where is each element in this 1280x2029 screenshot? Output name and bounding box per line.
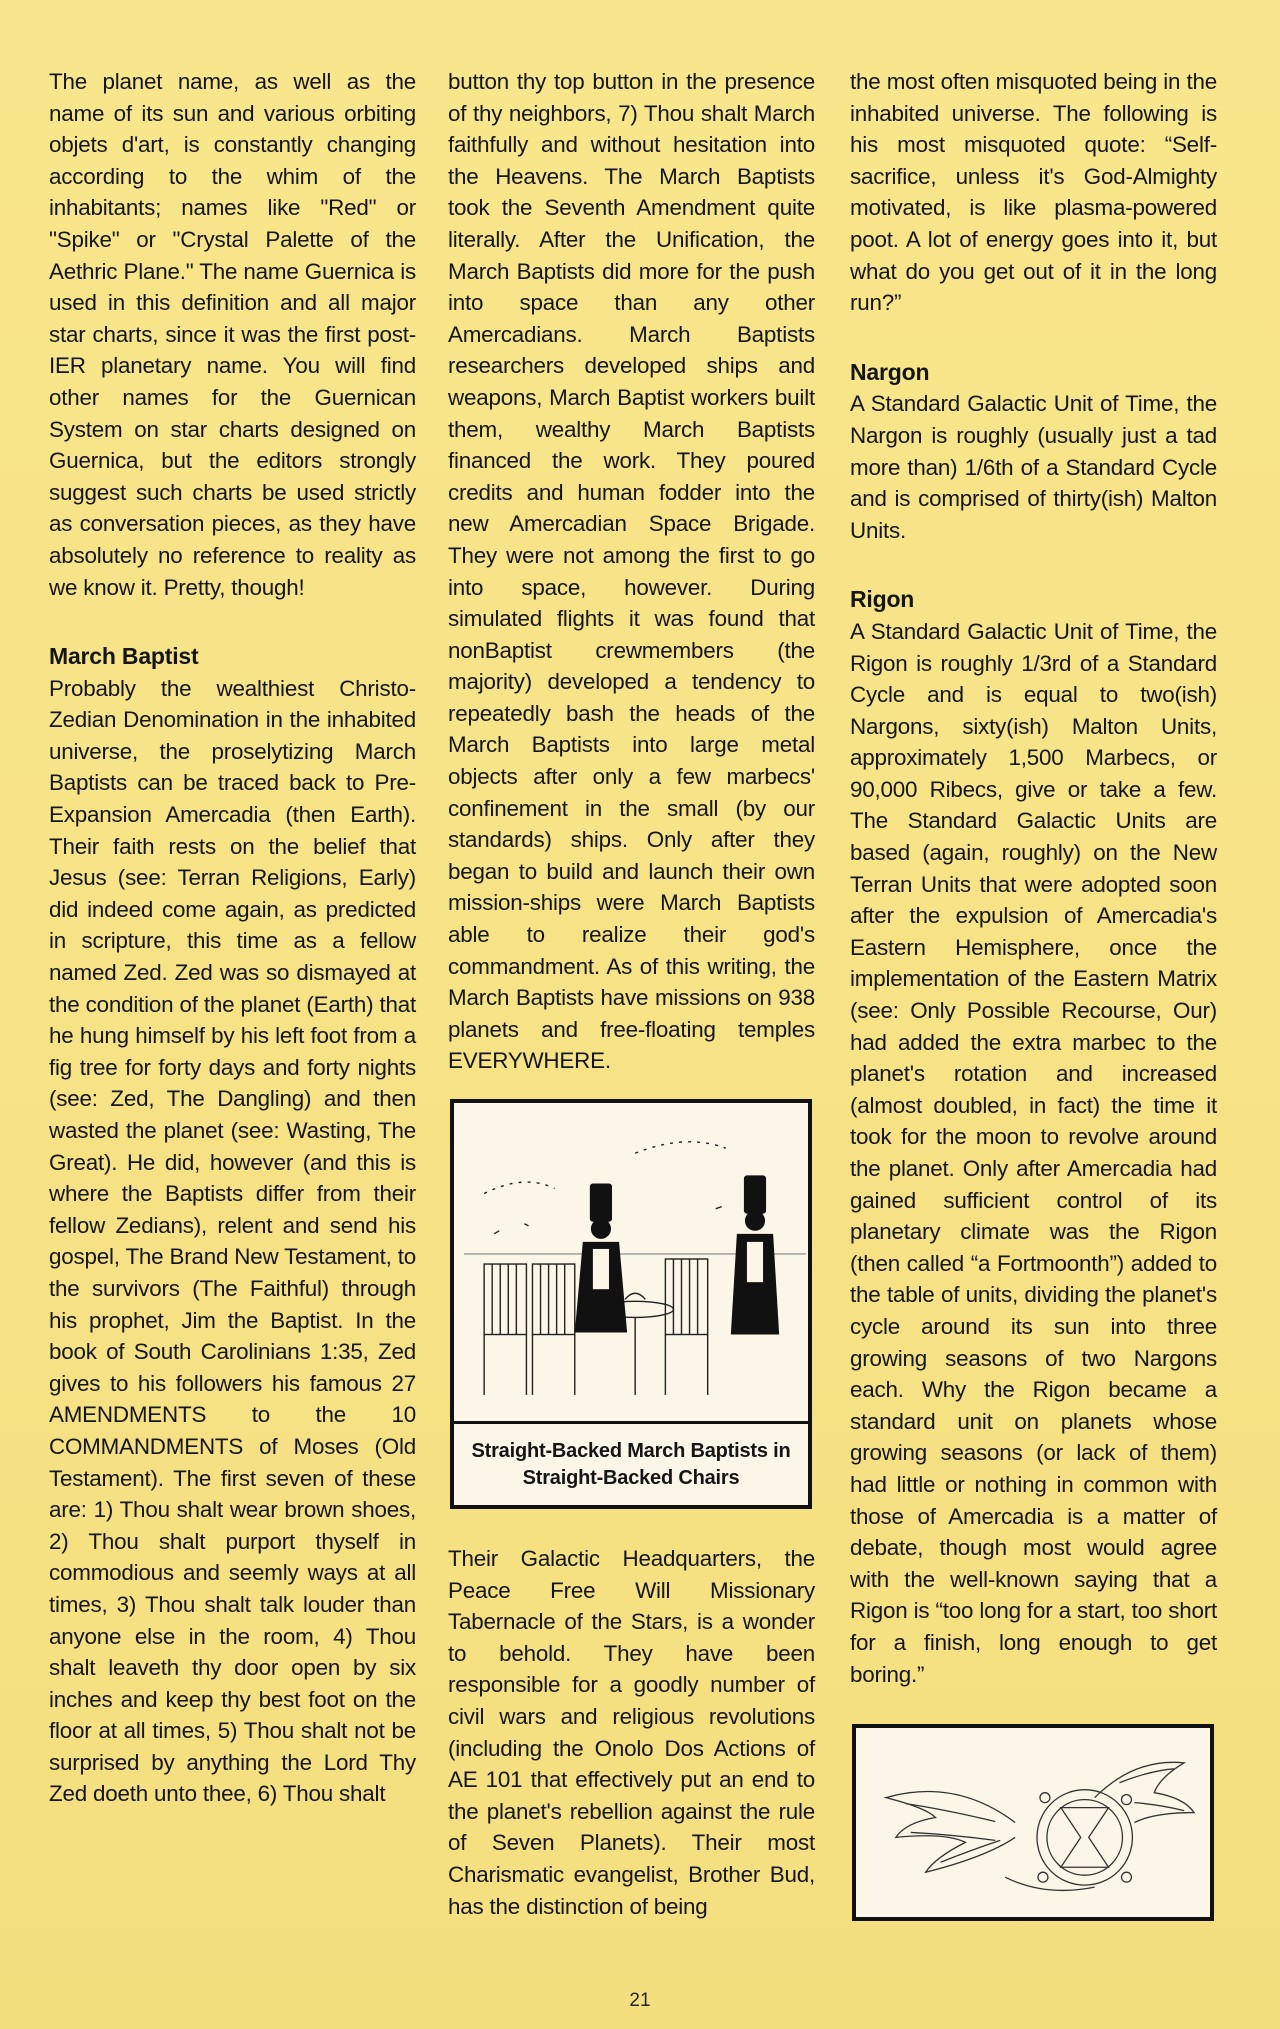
paragraph-rigon: A Standard Galactic Unit of Time, the Rigon is roughly 1/3rd of a Standard Cycle and is equal to two(ish) Nargons, sixty(ish) Malton Units, approximately 1,500 Marbecs, or 90,000 Ribecs, give or take a few. The Standard Galactic Units are based (again, roughly) on the New Terran Units that were adopted soon after the expulsion of Amercadia's Eastern Hemisphere, once the implementation of the Eastern Matrix (see: Only Possible Recourse, Our) had added the extra marbec to the planet's rotation and increased (almost doubled, in fact) the time it took for the moon to revolve around the planet. Only after Amercadia had gained sufficient control of its planetary climate was the Rigon (then called “a Fortmoonth”) added to the table of units, dividing the planet's cycle around its sun into three growing seasons of two Nargons each. Why the Rigon became a standard unit on planets whose growing seasons (or lack of them) had little or nothing in common with those of Amercadia is a matter of debate, though most would agree with the well-known saying that a Rigon is “too long for a start, too short for a finish, long enough to get boring.” <box>850 618 1217 1687</box>
paragraph-misquoted-quote: the most often misquoted being in the inhabited universe. The following is his most misquoted quote: “Self-sacrifice, unless it's God-Almighty motivated, is like plasma-powered poot. A lot of energy goes into it, but what do you get out of it in the long run?” <box>850 69 1217 316</box>
column-2 <box>448 66 815 1922</box>
column-3 <box>850 66 1217 1921</box>
winged-hourglass-illustration <box>866 1738 1204 1907</box>
paragraph-nargon: A Standard Galactic Unit of Time, the Nargon is roughly (usually just a tad more than) 1/6th of a Standard Cycle and is comprised of thirty(ish) Malton Units. <box>850 391 1217 543</box>
figure-winged-hourglass <box>852 1724 1214 1921</box>
paragraph-march-baptist: Probably the wealthiest Christo-Zedian Denomination in the inhabited universe, the proselytizing March Baptists can be traced back to Pre-Expansion Amercadia (then Earth). Their faith rests on the belief that Jesus (see: Terran Religions, Early) did indeed come again, as predicted in scripture, this time as a fellow named Zed. Zed was so dismayed at the condition of the planet (Earth) that he hung himself by his left foot from a fig tree for forty days and forty nights (see: Zed, The Dangling) and then wasted the planet (see: Wasting, The Great). He did, however (and this is where the Baptists differ from their fellow Zedians), relent and send his gospel, The Brand New Testament, to the survivors (The Faithful) through his prophet, Jim the Baptist. In the book of South Carolinians 1:35, Zed gives to his followers his famous 27 AMENDMENTS to the 10 COMMANDMENTS of Moses (Old Testament). The first seven of these are: 1) Thou shalt wear brown shoes, 2) Thou shalt purport thyself in commodious and seemly ways at all times, 3) Thou shalt talk louder than anyone else in the room, 4) Thou shalt leaveth thy door open by six inches and keep thy best foot on the floor at all times, 5) Thou shalt not be surprised by anything the Lord Thy Zed doeth unto thee, 6) Thou shalt <box>49 675 416 1807</box>
paragraph-planet-name: The planet name, as well as the name of its sun and various orbiting objets d'art, is constantly changing according to the whim of the inhabitants; names like "Red" or "Spike" or "Crystal Palette of the Aethric Plane." The name Guernica is used in this definition and all major star charts, since it was the first post-IER planetary name. You will find other names for the Guernican System on star charts designed on Guernica, but the editors strongly suggest such charts be used strictly as conversation pieces, as they have absolutely no reference to reality as we know it. Pretty, though! <box>49 69 416 600</box>
paragraph-galactic-headquarters: Their Galactic Headquarters, the Peace Free Will Missionary Tabernacle of the Stars, is a wonder to behold. They have been responsible for a goodly number of civil wars and religious revolutions (including the Onolo Dos Actions of AE 101 that effectively put an end to the planet's rebellion against the rule of Seven Planets). Their most Charismatic evangelist, Brother Bud, has the distinction of being <box>448 1546 815 1919</box>
march-baptists-illustration <box>464 1113 806 1405</box>
heading-march-baptist: March Baptist <box>49 643 199 670</box>
heading-nargon: Nargon <box>850 358 930 385</box>
paragraph-march-baptist-continued: button thy top button in the presence of thy neighbors, 7) Thou shalt March faithfully and without hesitation into the Heavens. The March Baptists took the Seventh Amendment quite literally. After the Unification, the March Baptists did more for the push into space than any other Amercadians. March Baptists researchers developed ships and weapons, March Baptist workers built them, wealthy March Baptists financed the work. They poured credits and human fodder into the new Amercadian Space Brigade. They were not among the first to go into space, however. During simulated flights it was found that nonBaptist crewmembers (the majority) developed a tendency to repeatedly bash the heads of the March Baptists into large metal objects after only a few marbecs' confinement in the small (by our standards) ships. Only after they began to build and launch their own mission-ships were March Baptists able to realize their god's commandment. As of this writing, the March Baptists have missions on 938 planets and free-floating temples EVERYWHERE. <box>448 69 815 1074</box>
figure-march-baptists <box>450 1099 812 1509</box>
column-1 <box>49 66 416 1810</box>
page-number: 21 <box>629 1990 651 2011</box>
figure-caption: Straight-Backed March Baptists in Straight-Backed Chairs <box>454 1421 808 1505</box>
heading-rigon: Rigon <box>850 586 915 613</box>
